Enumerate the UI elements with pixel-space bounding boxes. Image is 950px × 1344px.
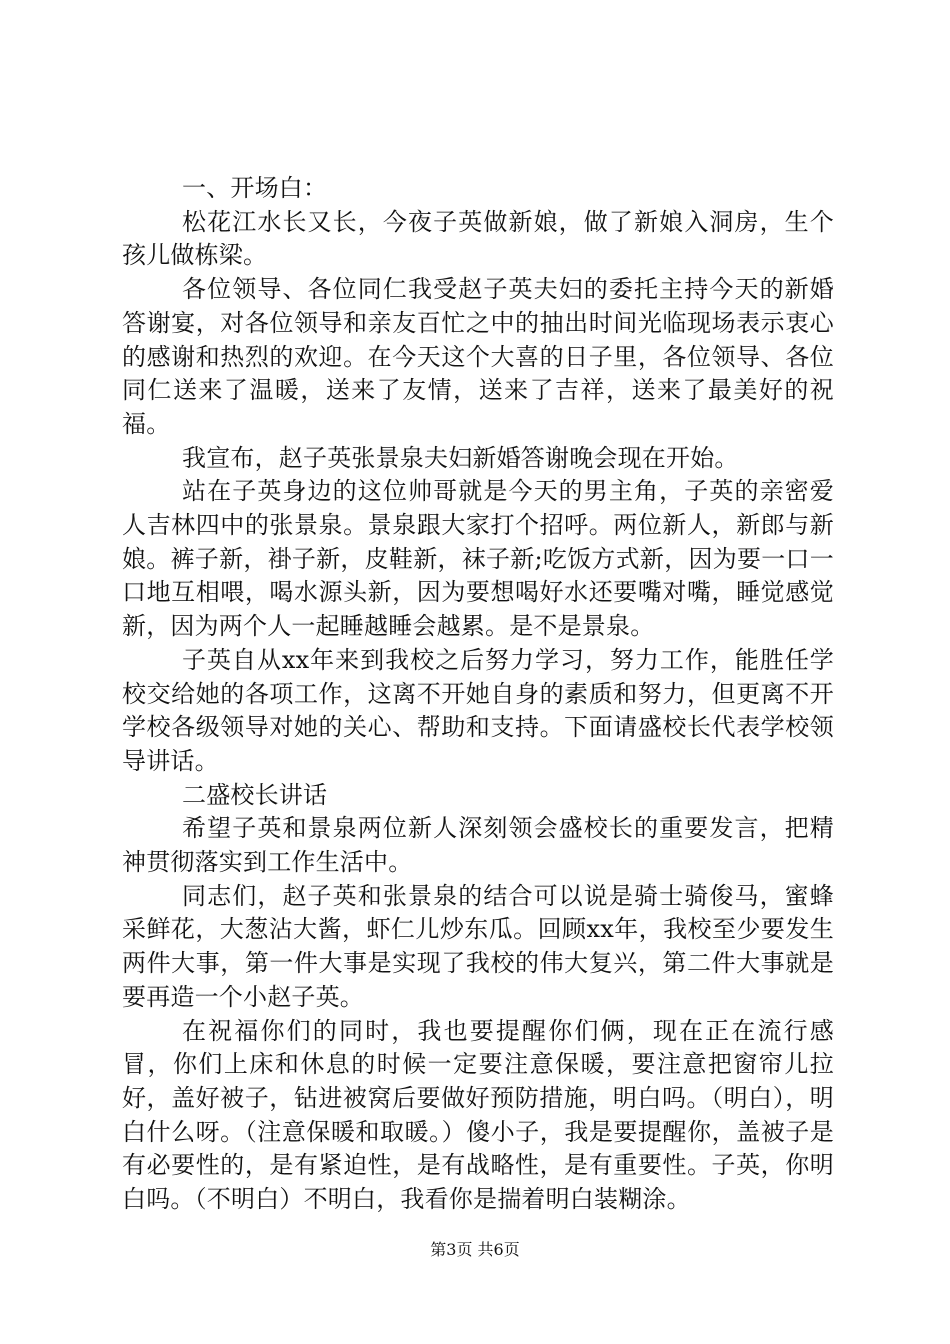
paragraph: 在祝福你们的同时，我也要提醒你们俩，现在正在流行感冒，你们上床和休息的时候一定要注意保暖，要注意把窗帘儿拉好，盖好被子，钻进被窝后要做好预防措施，明白吗。（明白），明白什么呀。（注意保暖和取暖。）傻小子，我是要提醒你，盖被子是有必要性的，是有紧迫性，是有战略性，是有重要性。子英，你明白吗。（不明白）不明白，我看你是揣着明白装糊涂。 bbox=[122, 1016, 834, 1214]
section-heading-opening: 一、开场白： bbox=[182, 174, 328, 202]
paragraph: 希望子英和景泉两位新人深刻领会盛校长的重要发言，把精神贯彻落实到工作生活中。 bbox=[122, 814, 834, 877]
paragraph: 子英自从xx年来到我校之后努力学习，努力工作，能胜任学校交给她的各项工作，这离不开她自身的素质和努力，但更离不开学校各级领导对她的关心、帮助和支持。下面请盛校长代表学校领导讲话。 bbox=[122, 645, 834, 775]
paragraph: 我宣布，赵子英张景泉夫妇新婚答谢晚会现在开始。 bbox=[182, 443, 739, 472]
paragraph: 各位领导、各位同仁我受赵子英夫妇的委托主持今天的新婚答谢宴，对各位领导和亲友百忙之中的抽出时间光临现场表示衷心的感谢和热烈的欢迎。在今天这个大喜的日子里，各位领导、各位同仁送来了温暖，送来了友情，送来了吉祥，送来了最美好的祝福。 bbox=[122, 275, 834, 438]
paragraph: 松花江水长又长，今夜子英做新娘，做了新娘入洞房，生个孩儿做栋梁。 bbox=[122, 207, 834, 270]
paragraph: 站在子英身边的这位帅哥就是今天的男主角，子英的亲密爱人吉林四中的张景泉。景泉跟大家打个招呼。两位新人，新郎与新娘。裤子新，褂子新，皮鞋新，袜子新;吃饭方式新，因为要一口一口地互相喂，喝水源头新，因为要想喝好水还要嘴对嘴，睡觉感觉新，因为两个人一起睡越睡会越累。是不是景泉。 bbox=[122, 477, 834, 641]
paragraph: 同志们，赵子英和张景泉的结合可以说是骑士骑俊马，蜜蜂采鲜花，大葱沾大酱，虾仁儿炒东瓜。回顾xx年，我校至少要发生两件大事，第一件大事是实现了我校的伟大复兴，第二件大事就是要再造一个小赵子英。 bbox=[122, 881, 834, 1011]
page-number-footer: 第3页 共6页 bbox=[430, 1240, 520, 1259]
document-body bbox=[122, 172, 834, 1217]
section-heading-speech: 二盛校长讲话 bbox=[182, 780, 328, 809]
